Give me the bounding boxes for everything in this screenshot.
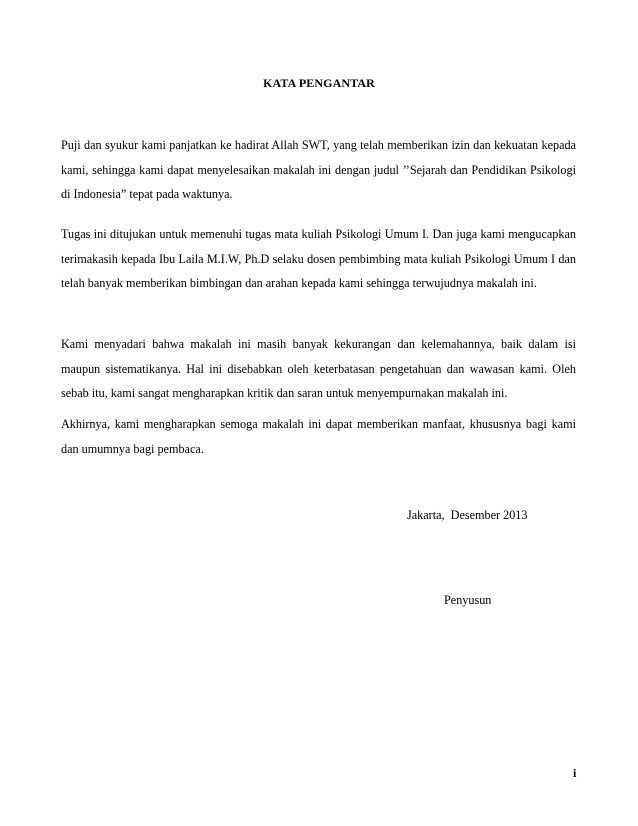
paragraph-gratitude: Puji dan syukur kami panjatkan ke hadirat Allah SWT, yang telah memberikan izin dan kekuatan kepada kami, sehingga kami dapat menyelesaikan makalah ini dengan judul ’’Sejarah dan Pendidikan Psikologi di Indonesia” tepat pada waktunya. bbox=[61, 138, 576, 201]
paragraph-purpose: Tugas ini ditujukan untuk memenuhi tugas mata kuliah Psikologi Umum I. Dan juga kami mengucapkan terimakasih kepada Ibu Laila M.I.W, Ph.D selaku dosen pembimbing mata kuliah Psikologi Umum I dan telah banyak memberikan bimbingan dan arahan kepada kami sehingga terwujudnya makalah ini. bbox=[61, 227, 576, 290]
page-number: i bbox=[573, 766, 577, 780]
place-date: Jakarta, Desember 2013 bbox=[407, 508, 528, 522]
paragraph-closing: Akhirnya, kami mengharapkan semoga makalah ini dapat memberikan manfaat, khususnya bagi kami dan umumnya bagi pembaca. bbox=[61, 417, 576, 456]
document-title: KATA PENGANTAR bbox=[263, 76, 375, 90]
signer-label: Penyusun bbox=[444, 593, 492, 607]
paragraph-shortcomings: Kami menyadari bahwa makalah ini masih banyak kekurangan dan kelemahannya, baik dalam isi maupun sistematikanya. Hal ini disebabkan oleh keterbatasan pengetahuan dan wawasan kami. Oleh sebab itu, kami sangat mengharapkan kritik dan saran untuk menyempurnakan makalah ini. bbox=[61, 337, 576, 400]
